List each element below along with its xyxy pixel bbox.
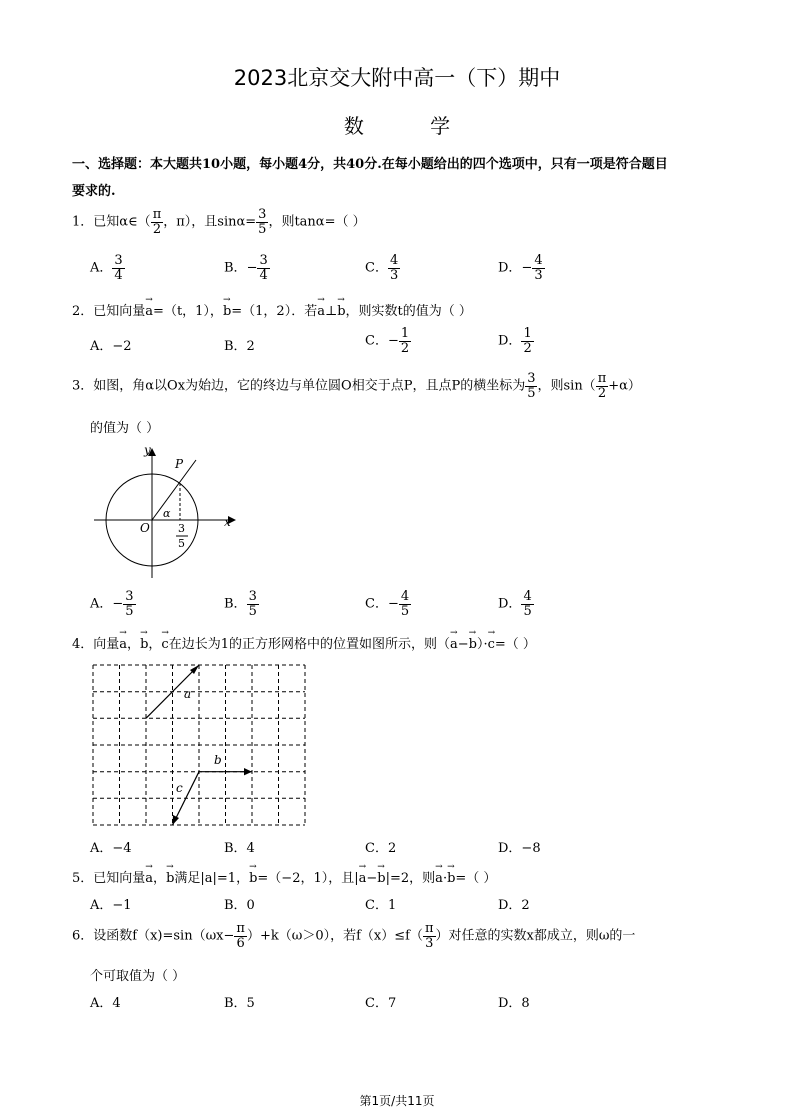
label-o: O	[140, 521, 150, 535]
q4-option-b: B．4	[224, 841, 255, 856]
vector-b: → b	[223, 304, 231, 319]
q1-text-pre: 1．已知α∈（	[72, 214, 151, 230]
q1-text-post: ，则tanα=（ ）	[268, 214, 366, 230]
question-4: 4．向量→ a，→ b，→ c在边长为1的正方形网格中的位置如图所示，则（→ a−→ b）·→ c=（ ）	[72, 633, 536, 652]
q3-option-b: B． $\frac{3}{5}$	[224, 589, 257, 619]
q1-option-a: A． $\frac{3}{4}$	[90, 253, 123, 283]
q2-option-d: D． $\frac{1}{2}$	[498, 326, 532, 356]
label-b: b	[214, 753, 222, 767]
vector-c-arrow-icon	[173, 815, 180, 825]
q6-option-d: D．8	[498, 996, 530, 1011]
question-1	[72, 208, 366, 236]
q1-frac: $\frac{3}{5}$	[258, 207, 267, 237]
q5-option-c: C．1	[365, 898, 397, 913]
terminal-side	[152, 460, 196, 520]
q4-option-c: C．2	[365, 841, 397, 856]
q6-option-a: A．4	[90, 996, 121, 1011]
question-6: 6．设函数f（x)=sin（ωx− $\frac{\pi}{6}$ ）+k（ω＞0），若f（x）≤f（ $\frac{\pi}{3}$ ）对任意的实数x都成立，则ω的一	[72, 921, 636, 951]
section-heading: 一、选择题：本大题共10小题，每小题4分，共40分.在每小题给出的四个选项中，只有一项是符合题目	[72, 157, 668, 172]
q1-pi-frac: $\frac{\pi}{2}$	[152, 207, 162, 237]
section-heading-line2: 要求的.	[72, 184, 116, 199]
label-x: x	[224, 515, 231, 529]
q1-text-mid: ，π），且sinα=	[163, 214, 257, 230]
q5-option-a: A．−1	[90, 898, 132, 913]
q1-option-d: D．− $\frac{4}{3}$	[498, 253, 543, 283]
unit-circle-figure	[90, 440, 240, 580]
vector-b-arrow-icon	[244, 768, 252, 775]
label-a: a	[184, 687, 192, 701]
question-2: 2．已知向量→ a=（t，1），→ b=（1，2）．若→ a⊥→ b，则实数t的值为（ ）	[72, 300, 472, 319]
subject-title: 数 学	[343, 114, 481, 138]
label-frac-d: 5	[178, 537, 185, 550]
label-c: c	[176, 781, 183, 795]
q3-option-c: C．− $\frac{4}{5}$	[365, 589, 410, 619]
question-5: 5．已知向量→ a，→ b满足|a|=1，→ b=（−2，1），且|→ a−→ b|=2，则→ a·→ b=（ ）	[72, 867, 496, 886]
q5-option-b: B．0	[224, 898, 255, 913]
q2-option-a: A．−2	[90, 339, 132, 354]
dashed-grid	[93, 665, 305, 825]
q6-option-c: C．7	[365, 996, 397, 1011]
question-3: 3．如图，角α以Ox为始边，它的终边与单位圆O相交于点P，且点P的横坐标为 $\frac{3}{5}$ ，则sin（ $\frac{\pi}{2}$ +α）	[72, 371, 641, 401]
label-p: P	[175, 457, 184, 471]
page-title: 2023北京交大附中高一（下）期中	[233, 66, 561, 90]
q3-option-d: D． $\frac{4}{5}$	[498, 589, 532, 619]
q4-option-a: A．−4	[90, 841, 132, 856]
question-6-line2: 个可取值为（ ）	[90, 969, 186, 984]
q6-option-b: B．5	[224, 996, 255, 1011]
q5-option-d: D．2	[498, 898, 530, 913]
vector-a: → a	[145, 304, 153, 319]
q4-option-d: D．−8	[498, 841, 541, 856]
q2-option-b: B．2	[224, 339, 255, 354]
label-frac-n: 3	[178, 522, 185, 535]
label-alpha: α	[163, 507, 171, 520]
q3-option-a: A．− $\frac{3}{5}$	[90, 589, 134, 619]
vector-grid-figure	[90, 662, 310, 828]
q2-option-c: C．− $\frac{1}{2}$	[365, 326, 410, 356]
page-footer: 第1页/共11页	[359, 1094, 435, 1108]
q1-option-c: C． $\frac{4}{3}$	[365, 253, 399, 283]
label-y: y	[144, 443, 151, 457]
question-3-line2: 的值为（ ）	[90, 421, 160, 436]
q1-option-b: B．− $\frac{3}{4}$	[224, 253, 268, 283]
